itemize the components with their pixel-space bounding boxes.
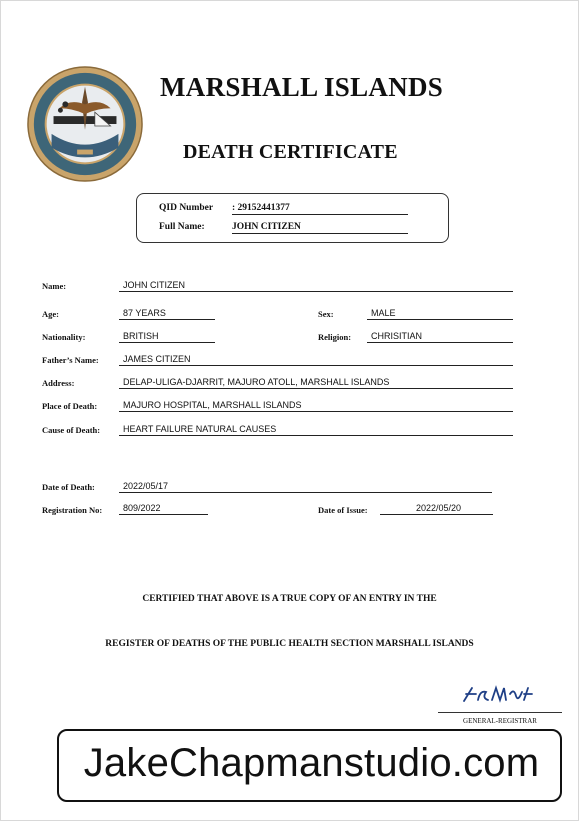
certification-line-2: REGISTER OF DEATHS OF THE PUBLIC HEALTH SECTION MARSHALL ISLANDS [105,639,474,649]
document-title: DEATH CERTIFICATE [183,141,398,163]
id-box [136,193,449,243]
father-name-label: Father’s Name: [42,355,99,365]
date-of-death-value: 2022/05/17 [119,480,492,493]
sex-value: MALE [367,307,513,320]
name-value: JOHN CITIZEN [119,279,513,292]
date-of-issue-label: Date of Issue: [318,505,368,515]
name-label: Name: [42,281,67,291]
age-label: Age: [42,309,59,319]
watermark-text: JakeChapmanstudio.com [83,741,540,785]
registration-no-value: 809/2022 [119,502,208,515]
age-value: 87 YEARS [119,307,215,320]
certification-line-1: CERTIFIED THAT ABOVE IS A TRUE COPY OF AN ENTRY IN THE [142,594,437,604]
religion-value: CHRISITIAN [367,330,513,343]
cause-of-death-label: Cause of Death: [42,425,101,435]
watermark-banner [57,729,562,802]
date-of-issue-value: 2022/05/20 [380,502,493,515]
father-name-value: JAMES CITIZEN [119,353,513,366]
cause-of-death-value: HEART FAILURE NATURAL CAUSES [119,423,513,436]
sex-label: Sex: [318,309,334,319]
nationality-label: Nationality: [42,332,86,342]
nationality-value: BRITISH [119,330,215,343]
fullname-value: JOHN CITIZEN [232,222,408,234]
date-of-death-label: Date of Death: [42,482,95,492]
place-of-death-label: Place of Death: [42,401,98,411]
qid-value: : 29152441377 [232,203,408,215]
qid-label: QID Number [159,203,214,213]
place-of-death-value: MAJURO HOSPITAL, MARSHALL ISLANDS [119,399,513,412]
signature-line [438,712,562,713]
registrar-signature [458,684,538,708]
fullname-label: Full Name: [159,222,205,232]
seal-icon [26,65,144,183]
country-title: MARSHALL ISLANDS [160,72,444,102]
address-value: DELAP-ULIGA-DJARRIT, MAJURO ATOLL, MARSHALL ISLANDS [119,376,513,389]
registrar-label: GENERAL-REGISTRAR [463,717,537,725]
registration-no-label: Registration No: [42,505,103,515]
address-label: Address: [42,378,75,388]
religion-label: Religion: [318,332,352,342]
